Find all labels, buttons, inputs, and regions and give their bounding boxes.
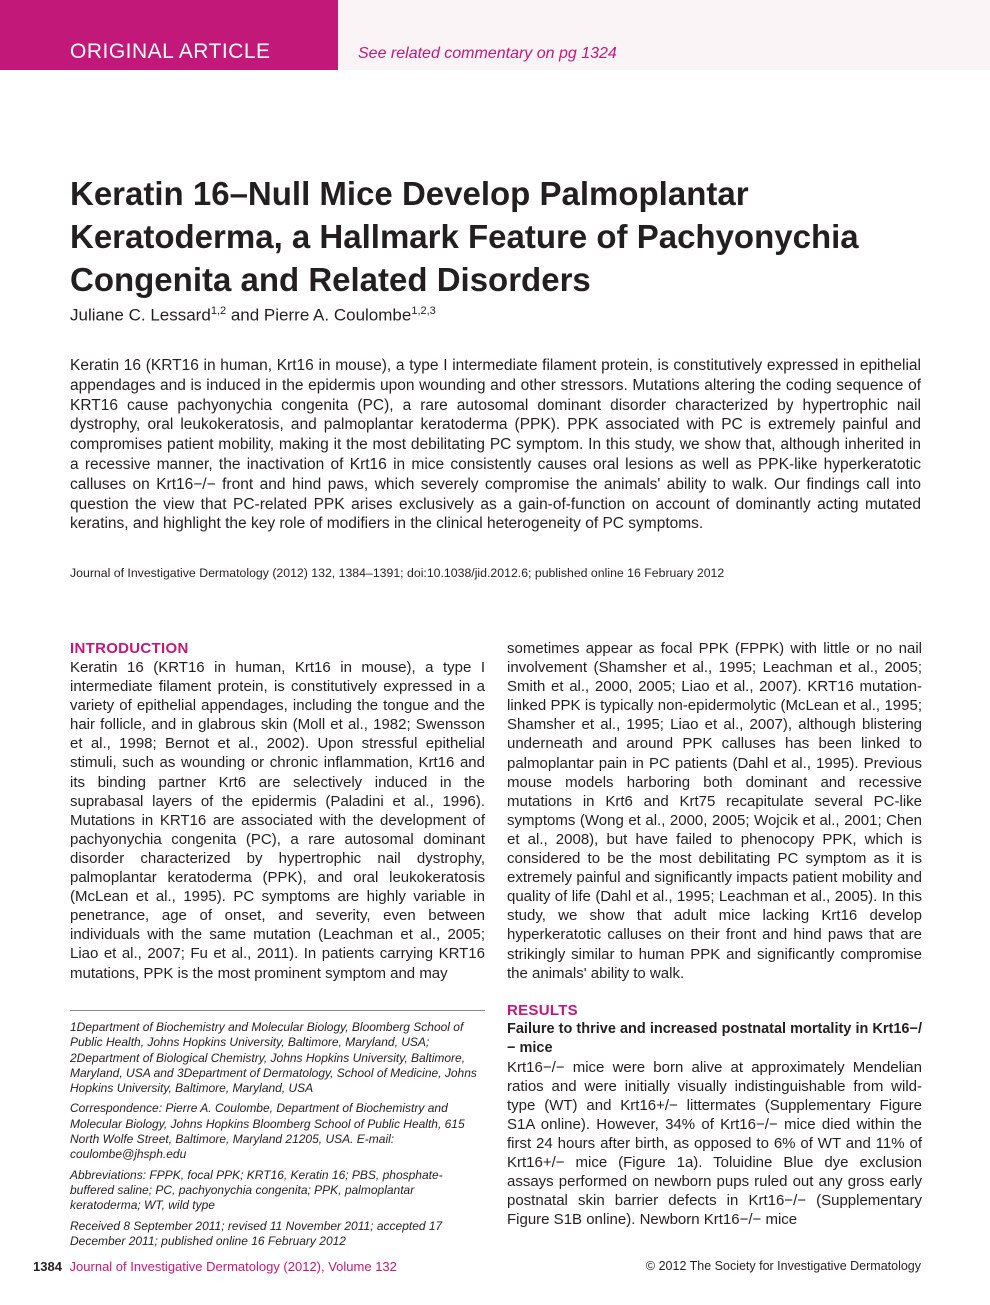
- introduction-continued: sometimes appear as focal PPK (FPPK) with little or no nail involvement (Shamsher et al., 1995; Leachman et al., 2005; Smith et al., 2000, 2005; Liao et al., 2007). KRT16 mutation-linked PPK is typically non-epidermolytic (McLean et al., 1995; Shamsher et al., 1995; Liao et al., 2007), although blistering underneath and around PPK calluses has been linked to palmoplantar pain in PC patients (Dahl et al., 1995). Previous mouse models harboring both dominant and recessive mutations in Krt6 and Krt75 recapitulate several PC-like symptoms (Wong et al., 2000, 2005; Wojcik et al., 2001; Chen et al., 2008), but have failed to phenocopy PPK, which is considered to be the most debilitating PC symptom as it is extremely painful and significantly impacts patient mobility and quality of life (Dahl et al., 1995; Leachman et al., 2005). In this study, we show that adult mice lacking Krt16 develop hyperkeratotic calluses on their front and hind paws that are strikingly similar to human PPK and significantly compromise the animals' ability to walk.: [507, 640, 922, 982]
- abbreviations-footnote: Abbreviations: FPPK, focal PPK; KRT16, Keratin 16; PBS, phosphate-buffered saline; PC, pachyonychia congenita; PPK, palmoplantar keratoderma; WT, wild type: [70, 1167, 443, 1213]
- page-number: 1384: [33, 1259, 62, 1274]
- results-subheading: Failure to thrive and increased postnatal mortality in Krt16−/− mice: [507, 1020, 922, 1056]
- article-title: Keratin 16–Null Mice Develop Palmoplantar Keratoderma, a Hallmark Feature of Pachyonychia Congenita and Related Disorders: [70, 175, 859, 298]
- related-commentary-link[interactable]: See related commentary on pg 1324: [358, 45, 617, 62]
- introduction-heading: INTRODUCTION: [70, 640, 189, 657]
- correspondence-footnote: Correspondence: Pierre A. Coulombe, Department of Biochemistry and Molecular Biology, Johns Hopkins Bloomberg School of Public Health, 615 North Wolfe Street, Baltimore, Maryland 21205, USA. E-mail: coulombe@jhsph.edu: [70, 1101, 465, 1162]
- introduction-text: Keratin 16 (KRT16 in human, Krt16 in mouse), a type I intermediate filament protein, is constitutively expressed in a variety of epithelial appendages, including the tongue and the hair follicle, and in glabrous skin (Moll et al., 1982; Swensson et al., 1998; Bernot et al., 2002). Upon stressful epithelial stimuli, such as wounding or chronic inflammation, Krt16 and its binding partner Krt6 are selectively induced in the suprabasal layers of the epidermis (Paladini et al., 1996). Mutations in KRT16 are associated with the development of pachyonychia congenita (PC), a rare autosomal dominant disorder characterized by hypertrophic nail dystrophy, palmoplantar keratoderma (PPK), and oral leukokeratosis (McLean et al., 1995). PC symptoms are highly variable in penetrance, age of onset, and severity, even between individuals with the same mutation (Leachman et al., 2005; Liao et al., 2007; Fu et al., 2011). In patients carrying KRT16 mutations, PPK is the most prominent symptom and may: [70, 659, 485, 982]
- copyright: © 2012 The Society for Investigative Dermatology: [645, 1259, 921, 1273]
- author-name: Juliane C. Lessard: [70, 305, 211, 325]
- results-heading: RESULTS: [507, 1001, 578, 1019]
- footnote-divider: [70, 1010, 485, 1011]
- left-column: [70, 639, 485, 983]
- footer-journal: [33, 1259, 397, 1274]
- footnotes: [70, 1020, 485, 1254]
- article-type-label: ORIGINAL ARTICLE: [70, 40, 271, 63]
- author-conjunction: and: [226, 305, 264, 325]
- citation-line: Journal of Investigative Dermatology (2012) 132, 1384–1391; doi:10.1038/jid.2012.6; published online 16 February 2012: [70, 566, 725, 580]
- right-column: [507, 639, 922, 1230]
- author-name: Pierre A. Coulombe: [263, 305, 412, 325]
- abstract: Keratin 16 (KRT16 in human, Krt16 in mouse), a type I intermediate filament protein, is constitutively expressed in epithelial appendages and is induced in the epidermis upon wounding and other stressors. Mutations altering the coding sequence of KRT16 cause pachyonychia congenita (PC), a rare autosomal dominant disorder characterized by hypertrophic nail dystrophy, oral leukokeratosis, and palmoplantar keratoderma (PPK). PPK associated with PC is extremely painful and compromises patient mobility, making it the most debilitating PC symptom. In this study, we show that, although inherited in a recessive manner, the inactivation of Krt16 in mice consistently causes oral lesions as well as PPK-like hyperkeratotic calluses on Krt16−/− front and hind paws, which severely compromise the animals' ability to walk. Our findings call into question the view that PC-related PPK arises exclusively as a gain-of-function on account of dominantly acting mutated keratins, and highlight the key role of modifiers in the clinical heterogeneity of PC symptoms.: [70, 357, 921, 533]
- author-affiliation: 1,2: [210, 305, 227, 317]
- results-text: Krt16−/− mice were born alive at approximately Mendelian ratios and were initially visually indistinguishable from wild-type (WT) and Krt16+/− littermates (Supplementary Figure S1A online). However, 34% of Krt16−/− mice died within the first 24 hours after birth, as opposed to 6% of WT and 11% of Krt16+/− mice (Figure 1a). Toluidine Blue dye exclusion assays performed on newborn pups ruled out any gross early postnatal skin barrier defects in Krt16−/− (Supplementary Figure S1B online). Newborn Krt16−/− mice: [507, 1058, 922, 1229]
- affiliations-footnote: 1Department of Biochemistry and Molecular Biology, Bloomberg School of Public Health, Johns Hopkins University, Baltimore, Maryland, USA; 2Department of Biological Chemistry, Johns Hopkins University, Baltimore, Maryland, USA and 3Department of Dermatology, School of Medicine, Johns Hopkins University, Baltimore, Maryland, USA: [70, 1020, 477, 1096]
- author-list: [70, 305, 436, 326]
- dates-footnote: Received 8 September 2011; revised 11 November 2011; accepted 17 December 2011; published online 16 February 2012: [70, 1218, 443, 1248]
- journal-volume: Journal of Investigative Dermatology (2012), Volume 132: [69, 1259, 397, 1274]
- author-affiliation: 1,2,3: [411, 305, 436, 317]
